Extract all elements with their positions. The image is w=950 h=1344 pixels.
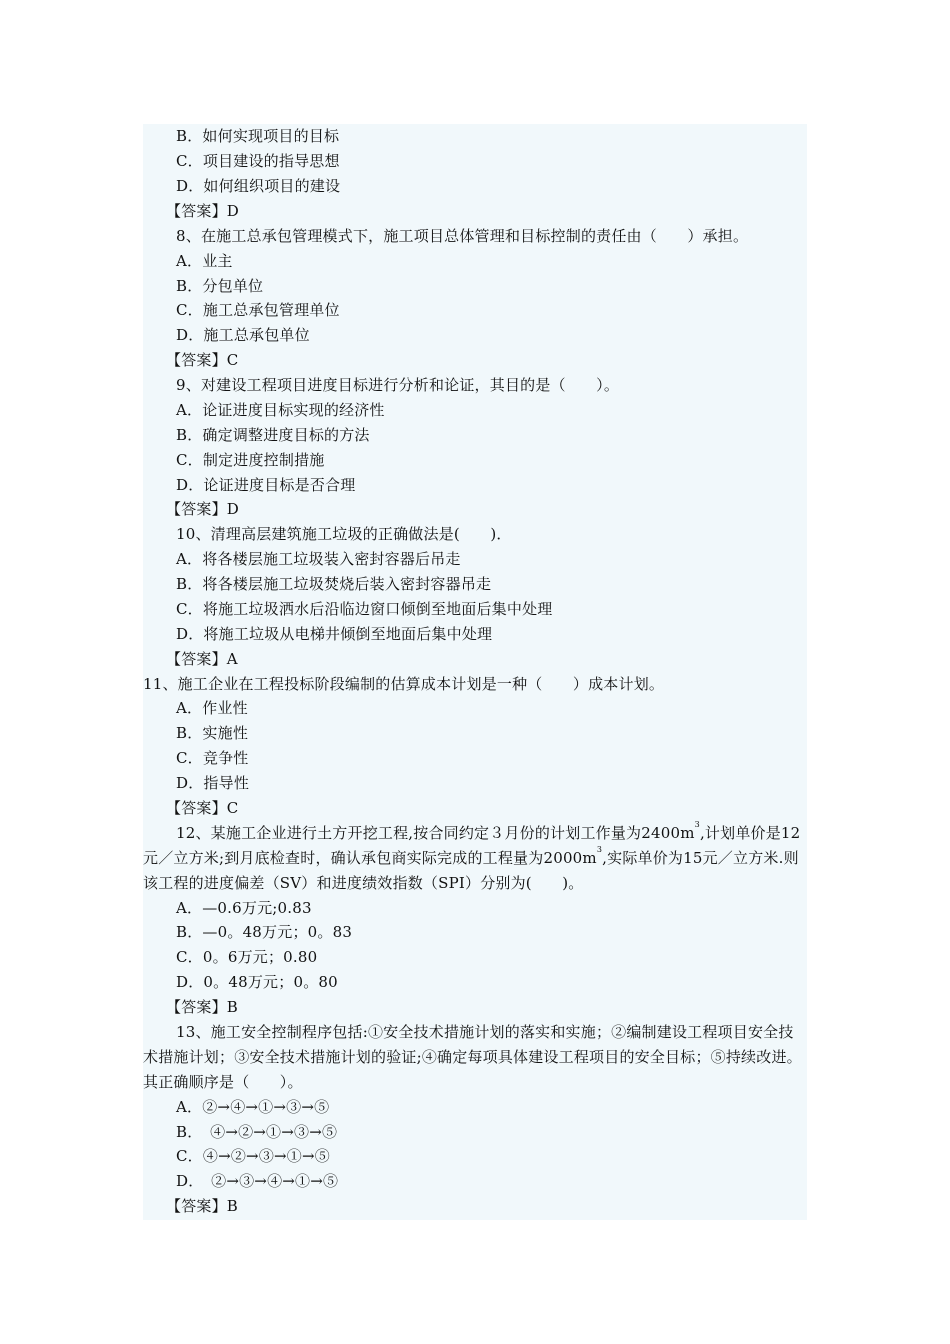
q7-option-b: B．如何实现项目的目标 <box>176 127 340 145</box>
q11-option-c: C．竞争性 <box>176 749 249 767</box>
q8-answer: 【答案】C <box>166 351 239 369</box>
q9-option-b: B．确定调整进度目标的方法 <box>176 426 370 444</box>
q8-option-c: C．施工总承包管理单位 <box>176 301 340 319</box>
q12-stem-part3: ,实际单价为15元／立方米.则该工程的进度偏差（SV）和进度绩效指数（SPI）分别为( )。 <box>143 848 799 892</box>
q12-option-b: B．—0。48万元；0。83 <box>176 923 353 941</box>
q13-option-b: B． ④→②→①→③→⑤ <box>176 1123 338 1141</box>
q13-option-a: A．②→④→①→③→⑤ <box>176 1098 330 1116</box>
q12-stem-part2: ,计划单价是12元／立方米;到月底检查时，确认承包商实际完成的工程量为2000m <box>143 824 801 867</box>
q10-stem: 10、清理高层建筑施工垃圾的正确做法是( )． <box>176 525 512 543</box>
q12-option-d: D．0。48万元；0。80 <box>176 973 338 991</box>
q9-answer: 【答案】D <box>166 500 240 518</box>
q10-option-d: D．将施工垃圾从电梯井倾倒至地面后集中处理 <box>176 625 493 643</box>
q7-answer: 【答案】D <box>166 202 240 220</box>
q11-option-b: B．实施性 <box>176 724 249 742</box>
q13-option-d: D． ②→③→④→①→⑤ <box>176 1172 339 1190</box>
q11-answer: 【答案】C <box>166 799 239 817</box>
q10-option-b: B．将各楼层施工垃圾焚烧后装入密封容器吊走 <box>176 575 492 593</box>
q7-option-c: C．项目建设的指导思想 <box>176 152 340 170</box>
q9-option-a: A．论证进度目标实现的经济性 <box>176 401 385 419</box>
q12-option-a: A．—0.6万元;0.83 <box>176 899 312 917</box>
q7-option-d: D．如何组织项目的建设 <box>176 177 341 195</box>
q8-option-d: D．施工总承包单位 <box>176 326 310 344</box>
q12-stem-part1: 12、某施工企业进行土方开挖工程,按合同约定３月份的计划工作量为2400m <box>176 824 695 842</box>
q13-answer: 【答案】B <box>166 1197 239 1215</box>
q11-stem: 11、施工企业在工程投标阶段编制的估算成本计划是一种（ ）成本计划。 <box>143 675 665 693</box>
q13-option-c: C．④→②→③→①→⑤ <box>176 1147 330 1165</box>
q10-option-c: C．将施工垃圾洒水后沿临边窗口倾倒至地面后集中处理 <box>176 600 553 618</box>
q9-option-c: C．制定进度控制措施 <box>176 451 325 469</box>
q12-stem-sup2: 3 <box>596 844 603 854</box>
q9-option-d: D．论证进度目标是否合理 <box>176 476 356 494</box>
q8-stem: 8、在施工总承包管理模式下，施工项目总体管理和目标控制的责任由（ ）承担。 <box>176 227 749 245</box>
q13-stem: 13、施工安全控制程序包括:①安全技术措施计划的落实和实施；②编制建设工程项目安全技术措施计划；③安全技术措施计划的验证;④确定每项具体建设工程项目的安全目标；⑤持续改进。其正确顺序是（ ）。 <box>143 1023 802 1091</box>
q10-answer: 【答案】A <box>166 650 238 668</box>
q11-option-d: D．指导性 <box>176 774 250 792</box>
q10-option-a: A．将各楼层施工垃圾装入密封容器后吊走 <box>176 550 461 568</box>
q8-option-a: A．业主 <box>176 252 233 270</box>
q8-option-b: B．分包单位 <box>176 277 264 295</box>
q12-stem-sup1: 3 <box>694 820 700 829</box>
q11-option-a: A．作业性 <box>176 699 248 717</box>
q9-stem: 9、对建设工程项目进度目标进行分析和论证，其目的是（ ）。 <box>176 376 620 394</box>
q12-stem <box>143 821 807 896</box>
q12-answer: 【答案】B <box>166 998 239 1016</box>
q12-option-c: C．0。6万元；0.80 <box>176 948 318 966</box>
